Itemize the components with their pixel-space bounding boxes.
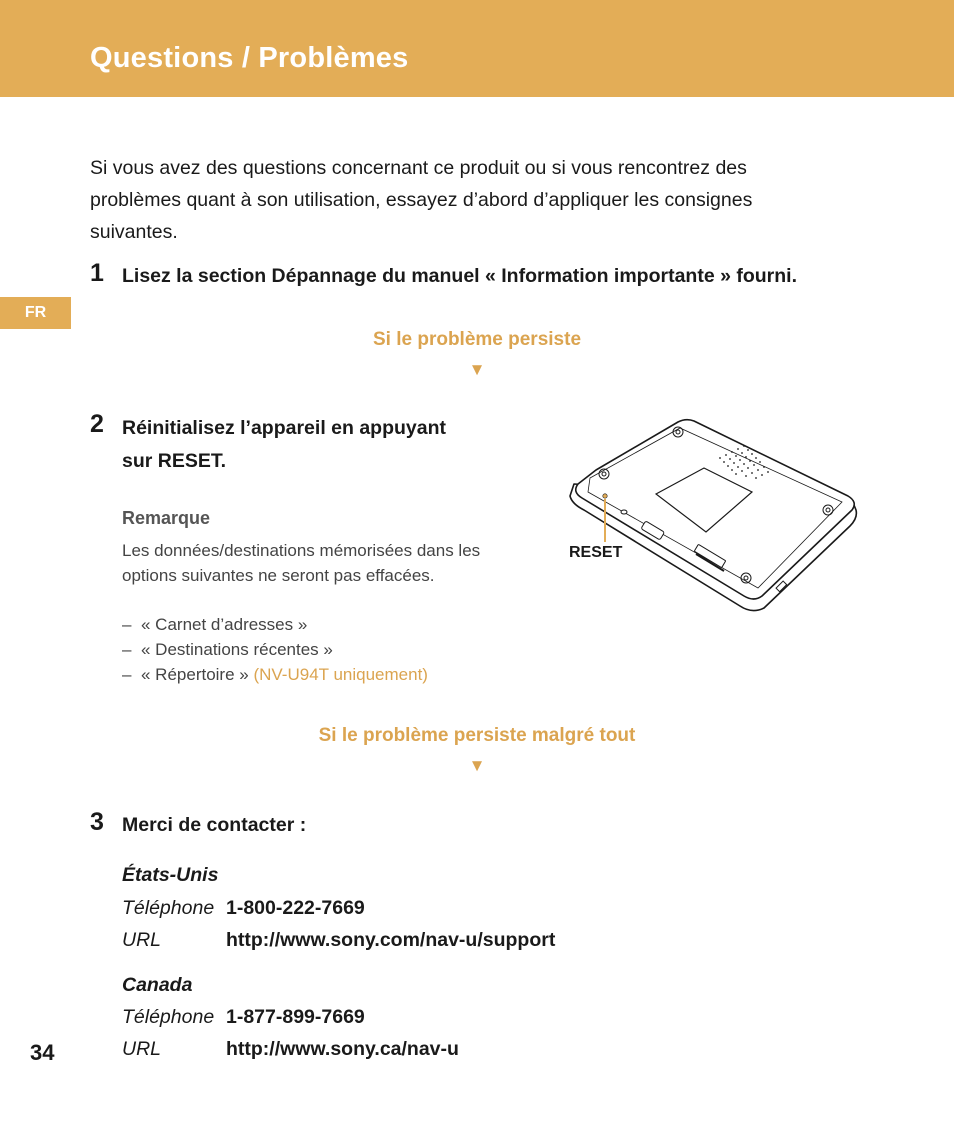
note-list <box>122 612 428 687</box>
persist-heading-2: Si le problème persiste malgré tout <box>318 725 636 746</box>
page-title: Questions / Problèmes <box>90 42 409 74</box>
phone-canada: 1-877-899-7669 <box>226 1006 365 1028</box>
step-3-text: Merci de contacter : <box>122 814 307 836</box>
note-body: Les données/destinations mémorisées dans les options suivantes ne seront pas effacées. <box>122 541 481 585</box>
url-label-us: URL <box>122 929 162 951</box>
step-2-text-line-1: Réinitialisez l’appareil en appuyant <box>122 417 447 439</box>
step-3-number: 3 <box>90 808 104 836</box>
step-1-number: 1 <box>90 259 104 287</box>
country-canada: Canada <box>122 974 193 996</box>
phone-label-canada: Téléphone <box>122 1006 215 1028</box>
country-us: États-Unis <box>122 864 219 886</box>
device-illustration <box>560 412 870 622</box>
page-number: 34 <box>30 1040 55 1065</box>
list-item: – « Carnet d’adresses » <box>122 615 308 634</box>
intro-paragraph: Si vous avez des questions concernant ce produit ou si vous rencontrez des problèmes quant à son utilisation, essayez d’abord d’appliquer les consignes suivantes. <box>90 157 753 243</box>
step-2-text-line-2: sur RESET. <box>122 450 227 472</box>
list-item: – « Répertoire » (NV-U94T uniquement) <box>122 665 428 684</box>
down-arrow-icon: ▼ <box>468 756 486 775</box>
reset-label: RESET <box>569 544 623 561</box>
step-2-number: 2 <box>90 410 104 438</box>
step-1-text: Lisez la section Dépannage du manuel « Information importante » fourni. <box>122 265 798 287</box>
note-title: Remarque <box>122 508 211 528</box>
url-label-canada: URL <box>122 1038 162 1060</box>
language-tab: FR <box>0 297 71 329</box>
persist-heading-1: Si le problème persiste <box>372 329 582 350</box>
down-arrow-icon: ▼ <box>468 360 486 379</box>
model-note: (NV-U94T uniquement) <box>253 665 428 684</box>
phone-label-us: Téléphone <box>122 897 215 919</box>
url-canada: http://www.sony.ca/nav-u <box>226 1038 459 1060</box>
url-us: http://www.sony.com/nav-u/support <box>226 929 556 951</box>
list-item: – « Destinations récentes » <box>122 640 333 659</box>
phone-us: 1-800-222-7669 <box>226 897 365 919</box>
